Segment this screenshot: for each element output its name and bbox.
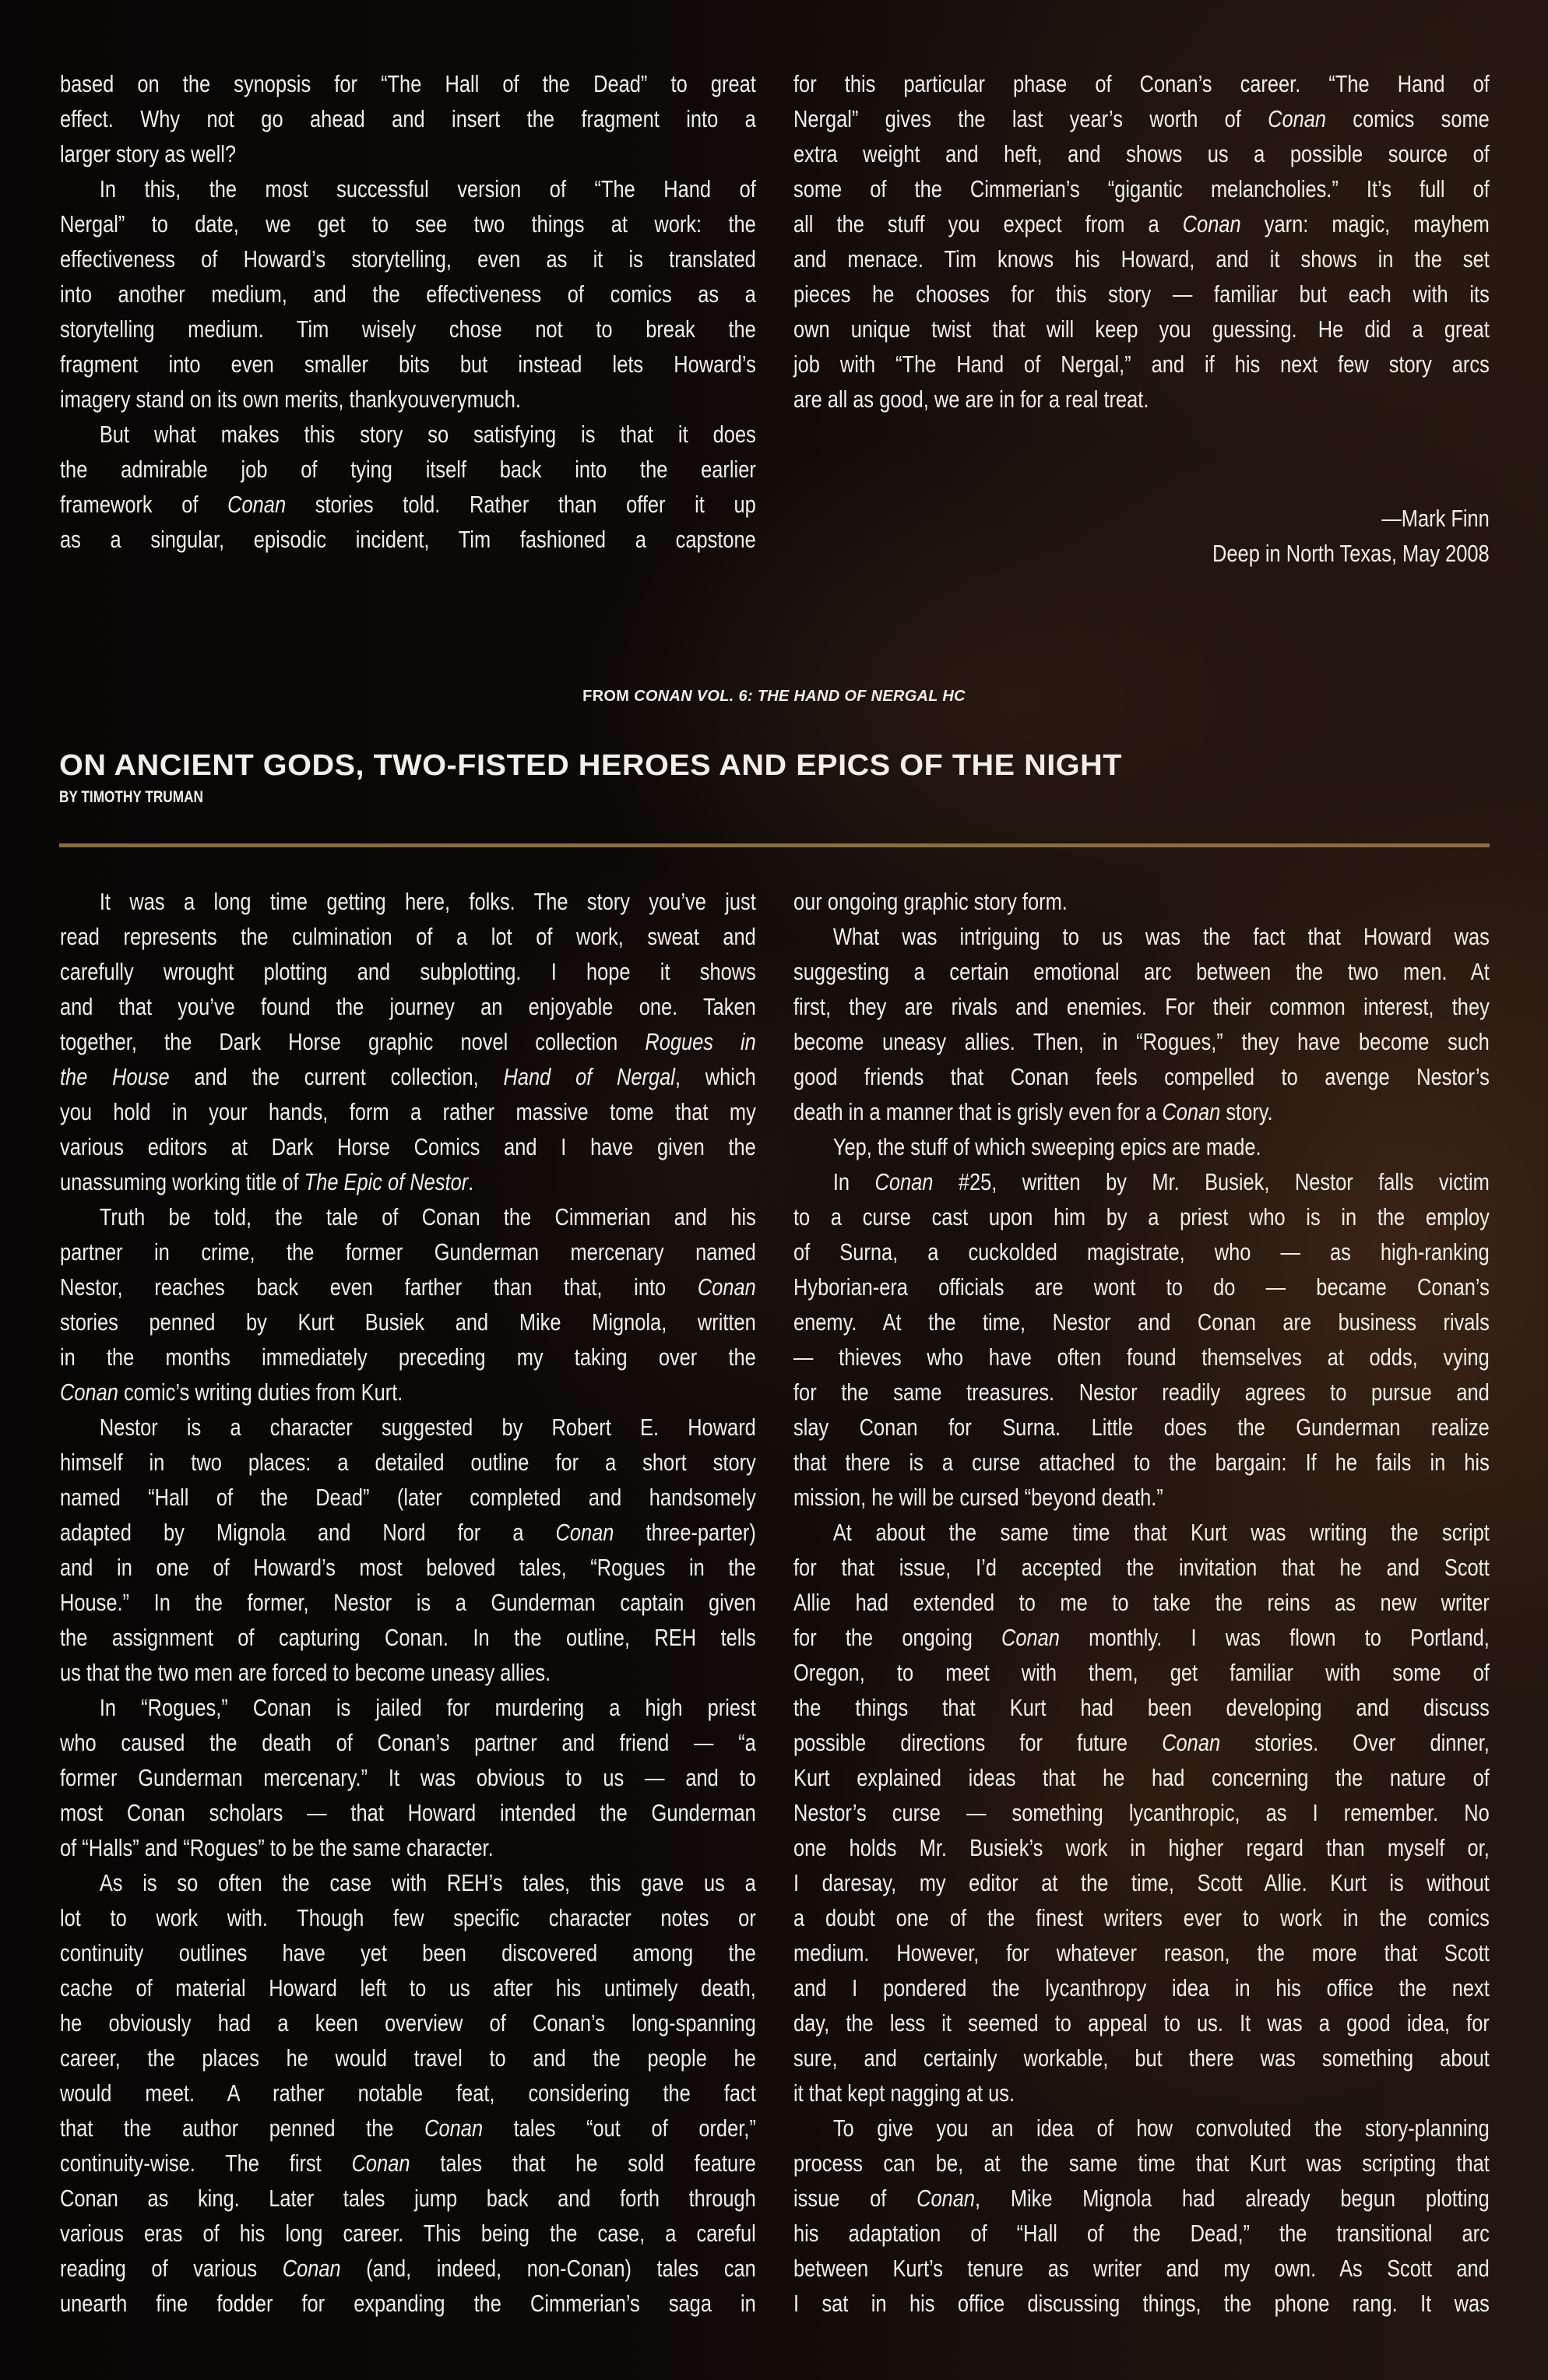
- text-segment: framework of: [60, 491, 228, 518]
- text-line: process can be, at the same time that Kurt was scripting that: [793, 2149, 1490, 2177]
- text-line: between Kurt’s tenure as writer and my own. As Scott and: [793, 2255, 1490, 2282]
- text-line: of Surna, a cuckolded magistrate, who — as high-ranking: [793, 1238, 1490, 1266]
- text-line: cache of material Howard left to us after his untimely death,: [60, 1974, 756, 2002]
- text-line: into another medium, and the effectiveness of comics as a: [60, 280, 756, 308]
- text-line: Yep, the stuff of which sweeping epics are made.: [832, 1133, 1261, 1160]
- text-line: [793, 101, 1490, 136]
- text-line: read represents the culmination of a lot of work, sweat and: [60, 923, 756, 950]
- text-segment: tales that he sold feature: [410, 2149, 756, 2177]
- text-line: [60, 487, 756, 522]
- text-line: [60, 1515, 756, 1550]
- italic-title: Rogues in: [645, 1028, 756, 1055]
- text-segment: continuity-wise. The first: [60, 2149, 352, 2177]
- text-line: and in one of Howard’s most beloved tales, “Rogues in the: [60, 1554, 756, 1581]
- text-segment: In: [832, 1168, 875, 1195]
- text-line: [793, 1164, 1490, 1199]
- signature-place: Deep in North Texas, May 2008: [1212, 540, 1490, 567]
- text-line: you hold in your hands, form a rather massive tome that my: [60, 1098, 756, 1125]
- text-line: career, the places he would travel to and the people he: [60, 2044, 756, 2072]
- text-line: [60, 1375, 756, 1410]
- text-line: imagery stand on its own merits, thankyouverymuch.: [60, 386, 521, 413]
- text-line: various editors at Dark Horse Comics and I have given the: [60, 1133, 756, 1160]
- text-line: mission, he will be cursed “beyond death.”: [793, 1484, 1163, 1511]
- italic-title: the House: [60, 1063, 170, 1090]
- text-line: [60, 2111, 756, 2146]
- text-line: and I pondered the lycanthropy idea in his office the next: [793, 1974, 1490, 2002]
- article-column-right: [793, 884, 1490, 2321]
- text-line: would meet. A rather notable feat, considering the fact: [60, 2079, 756, 2107]
- text-line: who caused the death of Conan’s partner and friend — “a: [60, 1729, 756, 1756]
- text-line: [60, 1269, 756, 1304]
- text-segment: all the stuff you expect from a: [793, 210, 1183, 238]
- text-line: But what makes this story so satisfying is that it does: [99, 421, 756, 448]
- intro-column-left: [60, 66, 756, 557]
- text-line: At about the same time that Kurt was writing the script: [832, 1519, 1490, 1546]
- text-line: [793, 206, 1490, 241]
- text-line: effectiveness of Howard’s storytelling, even as it is translated: [60, 245, 756, 273]
- italic-title: Conan: [424, 2114, 484, 2142]
- text-line: himself in two places: a detailed outline for a short story: [60, 1449, 756, 1476]
- text-line: that there is a curse attached to the bargain: If he fails in his: [793, 1449, 1490, 1476]
- text-segment: comic’s writing duties from Kurt.: [118, 1378, 403, 1406]
- text-line: effect. Why not go ahead and insert the fragment into a: [60, 105, 756, 132]
- text-line: [60, 1059, 756, 1094]
- text-line: [60, 1024, 756, 1059]
- italic-title: Conan: [697, 1273, 756, 1301]
- text-line: [60, 1164, 756, 1199]
- text-line: Hyborian-era officials are wont to do — became Conan’s: [793, 1273, 1490, 1301]
- text-line: sure, and certainly workable, but there was something about: [793, 2044, 1490, 2072]
- text-segment: comics some: [1326, 105, 1490, 132]
- text-line: To give you an idea of how convoluted the story-planning: [832, 2114, 1490, 2142]
- text-line: In this, the most successful version of “The Hand of: [99, 175, 756, 202]
- text-segment: story.: [1220, 1098, 1273, 1125]
- text-segment: that the author penned the: [60, 2114, 425, 2142]
- text-line: good friends that Conan feels compelled to avenge Nestor’s: [793, 1063, 1490, 1090]
- text-line: first, they are rivals and enemies. For their common interest, they: [793, 993, 1490, 1020]
- italic-title: Conan: [555, 1519, 614, 1546]
- text-line: extra weight and heft, and shows us a possible source of: [793, 140, 1490, 167]
- text-line: medium. However, for whatever reason, the more that Scott: [793, 1939, 1490, 1966]
- text-line: [793, 1620, 1490, 1655]
- text-line: As is so often the case with REH’s tales, this gave us a: [99, 1869, 756, 1896]
- text-segment: death in a manner that is grisly even for a: [793, 1098, 1163, 1125]
- text-line: for this particular phase of Conan’s career. “The Hand of: [793, 70, 1490, 97]
- section-divider: [59, 843, 1490, 847]
- text-line: are all as good, we are in for a real treat.: [793, 386, 1149, 413]
- byline: BY TIMOTHY TRUMAN: [59, 788, 203, 806]
- text-line: based on the synopsis for “The Hall of the Dead” to great: [60, 70, 756, 97]
- text-line: pieces he chooses for this story — familiar but each with its: [793, 280, 1490, 308]
- text-segment: issue of: [793, 2185, 917, 2212]
- text-line: I sat in his office discussing things, the phone rang. It was: [793, 2290, 1490, 2317]
- text-line: the admirable job of tying itself back into the earlier: [60, 456, 756, 483]
- italic-title: Conan: [282, 2255, 341, 2282]
- text-line: to a curse cast upon him by a priest who is in the employ: [793, 1203, 1490, 1230]
- signature-name: —Mark Finn: [1381, 505, 1490, 532]
- text-line: job with “The Hand of Nergal,” and if his next few story arcs: [793, 350, 1490, 378]
- italic-title: Conan: [916, 2185, 975, 2212]
- text-line: named “Hall of the Dead” (later completed and handsomely: [60, 1484, 756, 1511]
- italic-title: Conan: [1001, 1624, 1060, 1651]
- text-line: [793, 2181, 1490, 2216]
- italic-title: Conan: [1268, 105, 1327, 132]
- text-line: Oregon, to meet with them, get familiar with some of: [793, 1659, 1490, 1686]
- text-segment: and the current collection,: [169, 1063, 504, 1090]
- text-line: [793, 1725, 1490, 1760]
- italic-title: Conan: [1182, 210, 1241, 238]
- text-line: former Gunderman mercenary.” It was obvious to us — and to: [60, 1764, 756, 1791]
- text-segment: , Mike Mignola had already begun plotting: [974, 2185, 1490, 2212]
- text-segment: stories told. Rather than offer it up: [286, 491, 756, 518]
- text-line: Allie had extended to me to take the reins as new writer: [793, 1589, 1490, 1616]
- text-segment: tales “out of order,”: [483, 2114, 756, 2142]
- text-line: It was a long time getting here, folks. The story you’ve just: [99, 888, 756, 915]
- text-segment: unassuming working title of: [60, 1168, 304, 1195]
- text-line: and menace. Tim knows his Howard, and it shows in the set: [793, 245, 1490, 273]
- text-line: day, the less it seemed to appeal to us. It was a good idea, for: [793, 2009, 1490, 2037]
- italic-title: Conan: [60, 1378, 118, 1406]
- text-line: I daresay, my editor at the time, Scott Allie. Kurt is without: [793, 1869, 1490, 1896]
- source-prefix: FROM: [582, 688, 635, 705]
- text-line: What was intriguing to us was the fact that Howard was: [832, 923, 1490, 950]
- text-line: larger story as well?: [60, 140, 237, 167]
- text-line: the things that Kurt had been developing and discuss: [793, 1694, 1490, 1721]
- text-line: become uneasy allies. Then, in “Rogues,” they have become such: [793, 1028, 1490, 1055]
- text-line: own unique twist that will keep you guessing. He did a great: [793, 315, 1490, 343]
- text-line: one holds Mr. Busiek’s work in higher regard than myself or,: [793, 1834, 1490, 1861]
- italic-title: The Epic of Nestor: [304, 1168, 469, 1195]
- text-line: slay Conan for Surna. Little does the Gunderman realize: [793, 1414, 1490, 1441]
- text-line: enemy. At the time, Nestor and Conan are business rivals: [793, 1308, 1490, 1336]
- text-line: for the same treasures. Nestor readily agrees to pursue and: [793, 1378, 1490, 1406]
- text-line: he obviously had a keen overview of Conan’s long-spanning: [60, 2009, 756, 2037]
- source-title: CONAN VOL. 6: THE HAND OF NERGAL HC: [634, 688, 966, 705]
- text-line: suggesting a certain emotional arc between the two men. At: [793, 958, 1490, 985]
- text-line: Nergal” to date, we get to see two things at work: the: [60, 210, 756, 238]
- intro-column-right: [793, 66, 1490, 417]
- text-line: some of the Cimmerian’s “gigantic melancholies.” It’s full of: [793, 175, 1490, 202]
- text-line: and that you’ve found the journey an enjoyable one. Taken: [60, 993, 756, 1020]
- text-line: the assignment of capturing Conan. In the outline, REH tells: [60, 1624, 756, 1651]
- text-line: Nestor’s curse — something lycanthropic, as I remember. No: [793, 1799, 1490, 1826]
- text-line: continuity outlines have yet been discovered among the: [60, 1939, 756, 1966]
- text-segment: reading of various: [60, 2255, 283, 2282]
- text-segment: , which: [674, 1063, 756, 1090]
- text-segment: Nergal” gives the last year’s worth of: [793, 105, 1268, 132]
- italic-title: Conan: [874, 1168, 934, 1195]
- text-line: Kurt explained ideas that he had concerning the nature of: [793, 1764, 1490, 1791]
- text-segment: three-parter): [614, 1519, 756, 1546]
- text-line: House.” In the former, Nestor is a Gunderman captain given: [60, 1589, 756, 1616]
- italic-title: Hand of Nergal: [503, 1063, 675, 1090]
- italic-title: Conan: [351, 2149, 410, 2177]
- text-line: our ongoing graphic story form.: [793, 888, 1068, 915]
- text-segment: Nestor, reaches back even farther than that, into: [60, 1273, 698, 1301]
- text-segment: stories. Over dinner,: [1220, 1729, 1490, 1756]
- text-line: for that issue, I’d accepted the invitation that he and Scott: [793, 1554, 1490, 1581]
- text-line: in the months immediately preceding my taking over the: [60, 1343, 756, 1371]
- text-line: partner in crime, the former Gunderman mercenary named: [60, 1238, 756, 1266]
- text-line: it that kept nagging at us.: [793, 2079, 1015, 2107]
- text-line: various eras of his long career. This being the case, a careful: [60, 2220, 756, 2247]
- text-line: his adaptation of “Hall of the Dead,” the transitional arc: [793, 2220, 1490, 2247]
- text-segment: for the ongoing: [793, 1624, 1002, 1651]
- article-title: ON ANCIENT GODS, TWO-FISTED HEROES AND EPICS OF THE NIGHT: [59, 749, 1122, 782]
- text-line: storytelling medium. Tim wisely chose not to break the: [60, 315, 756, 343]
- text-line: stories penned by Kurt Busiek and Mike Mignola, written: [60, 1308, 756, 1336]
- text-segment: (and, indeed, non-Conan) tales can: [340, 2255, 756, 2282]
- italic-title: Conan: [1162, 1729, 1221, 1756]
- text-line: [793, 1094, 1490, 1129]
- text-line: Nestor is a character suggested by Robert E. Howard: [99, 1414, 756, 1441]
- text-segment: yarn: magic, mayhem: [1240, 210, 1490, 238]
- italic-title: Conan: [1162, 1098, 1221, 1125]
- text-segment: together, the Dark Horse graphic novel collection: [60, 1028, 646, 1055]
- text-line: us that the two men are forced to become uneasy allies.: [60, 1659, 551, 1686]
- text-line: unearth fine fodder for expanding the Cimmerian’s saga in: [60, 2290, 756, 2317]
- text-segment: .: [468, 1168, 474, 1195]
- text-line: Conan as king. Later tales jump back and forth through: [60, 2185, 756, 2212]
- text-line: most Conan scholars — that Howard intended the Gunderman: [60, 1799, 756, 1826]
- source-line: [0, 688, 1548, 706]
- italic-title: Conan: [227, 491, 287, 518]
- text-line: [60, 2146, 756, 2181]
- text-line: In “Rogues,” Conan is jailed for murdering a high priest: [99, 1694, 756, 1721]
- text-line: carefully wrought plotting and subplotting. I hope it shows: [60, 958, 756, 985]
- text-line: [60, 2251, 756, 2286]
- text-segment: adapted by Mignola and Nord for a: [60, 1519, 556, 1546]
- article-column-left: [60, 884, 756, 2321]
- text-line: a doubt one of the finest writers ever to work in the comics: [793, 1904, 1490, 1931]
- text-segment: possible directions for future: [793, 1729, 1163, 1756]
- text-line: as a singular, episodic incident, Tim fashioned a capstone: [60, 526, 756, 553]
- text-line: Truth be told, the tale of Conan the Cimmerian and his: [99, 1203, 756, 1230]
- text-line: — thieves who have often found themselves at odds, vying: [793, 1343, 1490, 1371]
- text-line: fragment into even smaller bits but instead lets Howard’s: [60, 350, 756, 378]
- text-line: of “Halls” and “Rogues” to be the same character.: [60, 1834, 494, 1861]
- text-segment: monthly. I was flown to Portland,: [1059, 1624, 1490, 1651]
- text-line: lot to work with. Though few specific character notes or: [60, 1904, 756, 1931]
- text-segment: #25, written by Mr. Busiek, Nestor falls victim: [933, 1168, 1490, 1195]
